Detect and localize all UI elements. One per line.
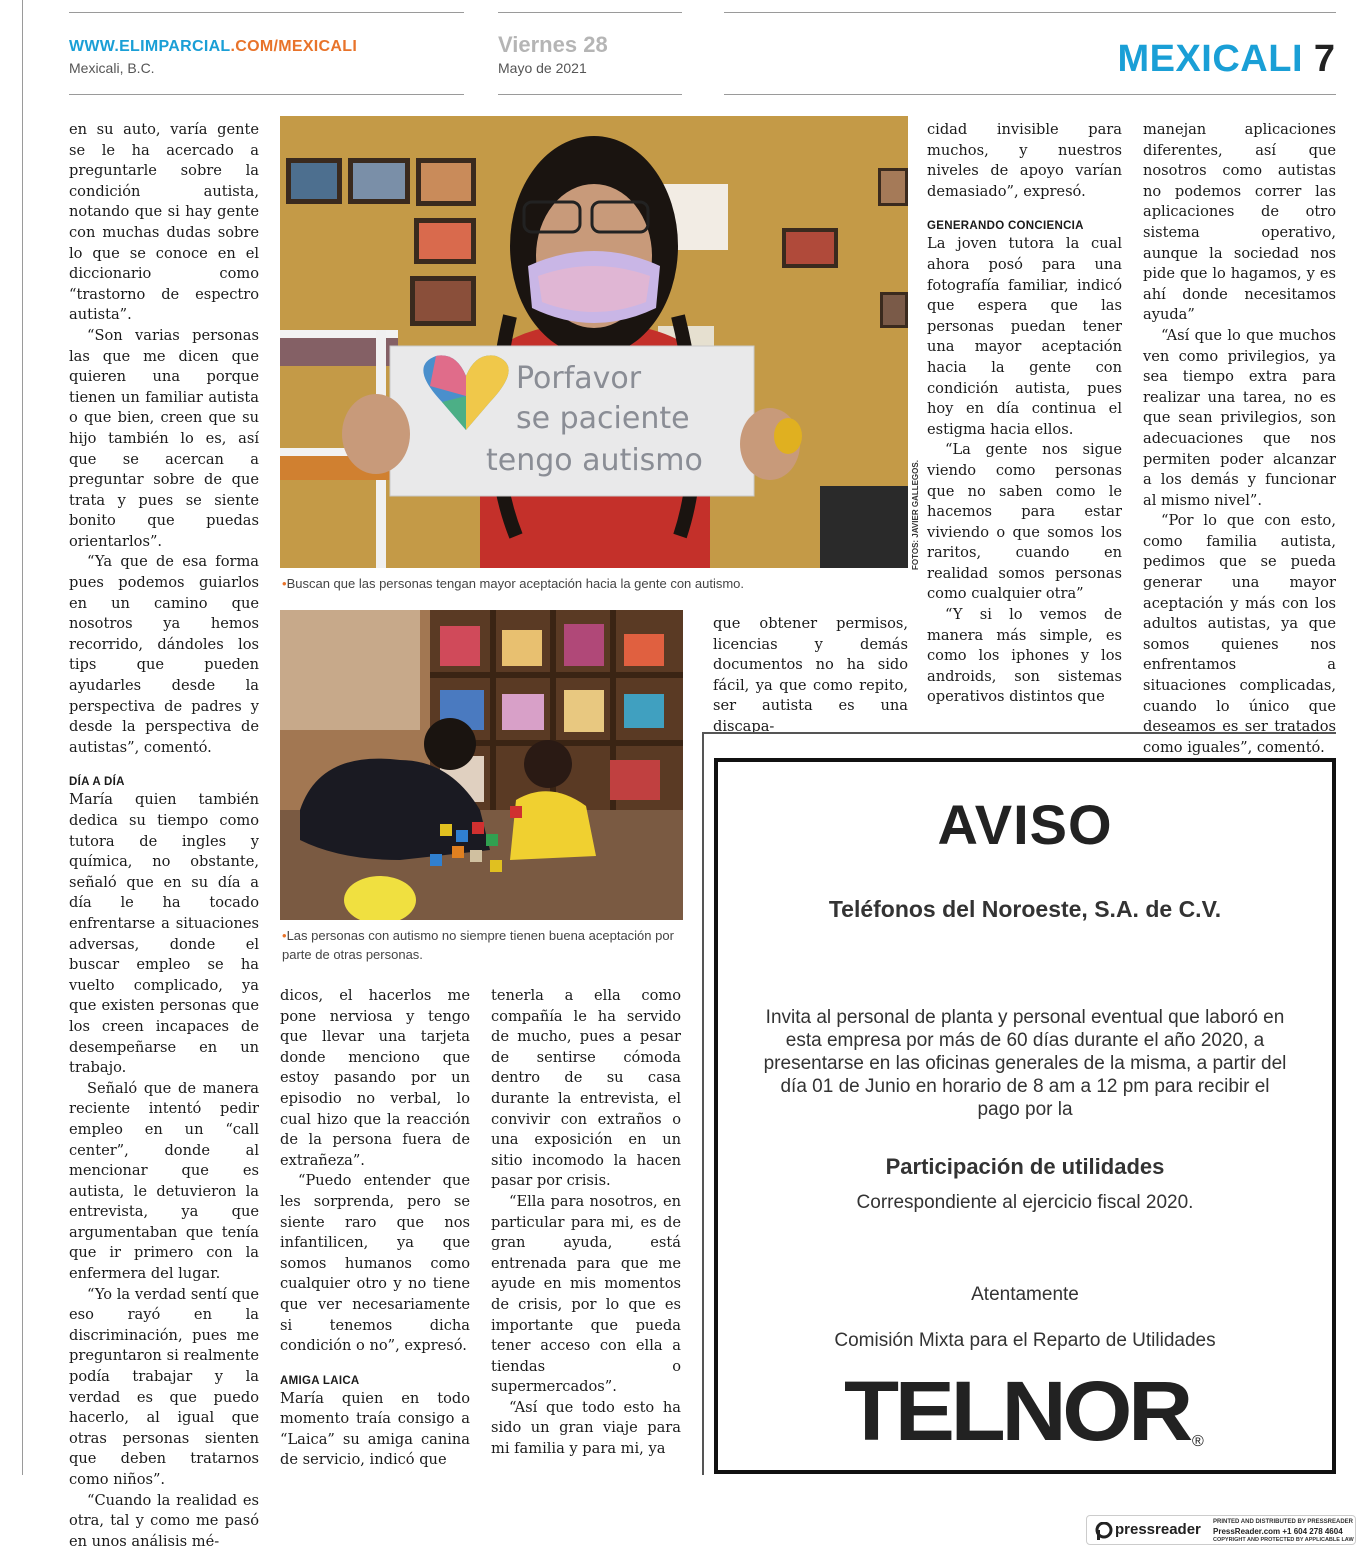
paragraph: manejan aplicaciones diferentes, así que nosotros como autistas no podemos correr las aplicaciones de otro sistema operativo, aunque la sociedad nos pide que lo hagamos, y es ahí donde necesitamos ayuda”	[1143, 121, 1336, 324]
photo-credit: FOTOS: JAVIER GALLEGOS.	[911, 460, 920, 570]
paragraph: tenerla a ella como compañía le ha servido de mucho, pues a pesar de sentirse cómoda dentro de su casa durante la entrevista, el convivir con extraños o una exposición en un sitio incomodo la hacen pasar por crisis.	[491, 987, 681, 1190]
registered-mark: ®	[1192, 1433, 1204, 1450]
site-url-domain: WWW.ELIMPARCIAL	[69, 38, 231, 55]
subheading-dia-a-dia: DÍA A DÍA	[69, 776, 125, 789]
header-rule-bottom-right	[724, 94, 1336, 95]
article-column-3	[491, 986, 681, 1460]
paragraph: “Puedo entender que les sorprenda, pero se siente raro que nos infantilicen, ya que somos humanos como cualquier otro y no tiene que ver necesariamente si tenemos dicha condición o no”, expresó.	[280, 1172, 470, 1355]
ad-subtitle-2: Correspondiente al ejercicio fiscal 2020.	[856, 1192, 1194, 1213]
pressreader-brand: pressreader	[1115, 1521, 1201, 1538]
secondary-photo	[280, 610, 683, 920]
paragraph: “Ya que de esa forma pues podemos guiarlos en un camino que nosotros ya hemos recorrido, dándoles los tips que pueden ayudarles desde la perspectiva de padres y desde la perspectiva de autistas”, comentó.	[69, 553, 259, 756]
paragraph: “Son varias personas las que me dicen que quieren una porque tienen un familiar autista o que bien, creen que su hijo también lo es, así que se acercan a preguntar sobre de que trata y pues se siente bonito que puedas orientarlos”.	[69, 326, 259, 550]
paragraph: en su auto, varía gente se le ha acercado a preguntarle sobre la condición autista, notando que si hay gente con muchas dudas sobre lo que se conoce en el diccionario como “trastorno de espectro autista”.	[69, 121, 259, 324]
left-margin-rule	[22, 0, 23, 1475]
sign-line-3: tengo autismo	[486, 443, 703, 478]
sign-line-1: Porfavor	[516, 361, 642, 396]
caption-2-text: Las personas con autismo no siempre tienen buena aceptación por parte de otras personas.	[282, 928, 674, 962]
ad-company: Teléfonos del Noroeste, S.A. de C.V.	[828, 896, 1222, 922]
main-photo-illustration	[280, 116, 908, 568]
pressreader-badge[interactable]	[1086, 1515, 1356, 1545]
header-rule-bottom-left	[69, 94, 464, 95]
caption-bullet: •	[282, 928, 287, 943]
paragraph: “Yo la verdad sentí que eso rayó en la discriminación, pues me preguntaron si realmente podía trabajar y la verdad es que puedo hacerlo, al igual que otras personas sienten que deben tratarnos como niños”.	[69, 1285, 259, 1488]
site-url-link[interactable]	[69, 38, 357, 56]
main-photo	[280, 116, 908, 568]
article-column-3b	[713, 614, 908, 738]
paragraph: “La gente nos sigue viendo como personas que no saben como le hacemos para estar viviendo o que somos los raritos, cuando en realidad somos personas como cualquier otra”	[927, 441, 1122, 603]
paragraph: “Así que lo que muchos ven como privilegios, ya sea tiempo extra para realizar una tarea, no es que sean privilegios, son adecuaciones que nos permiten poder alcanzar a los demás y funcionar al mismo nivel”.	[1143, 326, 1336, 509]
subheading-generando-conciencia: GENERANDO CONCIENCIA	[927, 220, 1084, 233]
header-rule-top-left	[69, 12, 464, 13]
header-city: Mexicali, B.C.	[69, 60, 155, 76]
article-column-5	[1143, 120, 1336, 758]
photo-caption-2	[282, 926, 682, 964]
paragraph: “Así que todo esto ha sido un gran viaje para mi familia y para mi, ya	[491, 1398, 681, 1458]
caption-bullet: •	[282, 576, 287, 591]
photo-caption-1	[282, 574, 902, 593]
paragraph: María quien también dedica su tiempo como tutora de ingles y química, no obstante, señaló que en su día a día le ha tocado enfrentarse a situaciones adversas, donde el buscar empleo se ha vuelto complicado, ya que existen personas que los creen incapaces de desempeñarse en un trabajo.	[69, 791, 259, 1077]
section-title: MEXICALI	[1117, 38, 1303, 80]
header-day: Viernes 28	[498, 32, 608, 57]
site-url-path: .COM/MEXICALI	[230, 38, 358, 55]
secondary-photo-illustration	[280, 610, 683, 920]
header-rule-top-mid	[498, 12, 682, 13]
article-column-4	[927, 120, 1122, 708]
article-column-2	[280, 986, 470, 1471]
paragraph: “Por lo que con esto, como familia autista, pedimos que se pueda generar una mayor aceptación y más con los adultos autistas, ya que somos quienes nos enfrentamos a situaciones complicadas, cuando lo único que deseamos es ser tratados como iguales”, comentó.	[1143, 512, 1336, 756]
paragraph: “Cuando la realidad es otra, tal y como me pasó en unos análisis mé-	[69, 1491, 259, 1550]
sign-line-2: se paciente	[516, 401, 690, 436]
subheading-amiga-laica: AMIGA LAICA	[280, 1374, 360, 1387]
caption-1-text: Buscan que las personas tengan mayor aceptación hacia la gente con autismo.	[286, 576, 745, 591]
footer-line-1: PRINTED AND DISTRIBUTED BY PRESSREADER	[1213, 1519, 1354, 1525]
paragraph: María quien en todo momento traía consigo a “Laica” su amiga canina de servicio, indicó que	[280, 1389, 470, 1469]
ad-title: AVISO	[937, 793, 1113, 856]
paragraph: dicos, el hacerlos me pone nerviosa y tengo que llevar una tarjeta donde menciono que estoy pasando por un episodio no verbal, lo cual hizo que la reacción de la persona fuera de extrañeza”.	[280, 987, 470, 1169]
advertisement-notice	[714, 758, 1336, 1474]
paragraph: La joven tutora la cual ahora posó para una fotografía familiar, indicó que espera que las personas puedan tener una mayor aceptación hacia la gente con condición autista, pues hoy en día continua el estigma hacia ellos.	[927, 235, 1122, 438]
telnor-logo-text: TELNOR	[844, 1368, 1192, 1450]
header-date: Mayo de 2021	[498, 60, 587, 76]
ad-body: Invita al personal de planta y personal eventual que laboró en esta empresa por más de 60 días durante el año 2020, a presentarse en las oficinas generales de la misma, a partir del día 01 de Junio en horario de 8 am a 12 pm para recibir el pago por la	[763, 1007, 1287, 1120]
ad-subtitle: Participación de utilidades	[885, 1154, 1165, 1179]
article-column-1	[69, 120, 259, 1552]
paragraph: “Ella para nosotros, en particular para mi, es de gran ayuda, está entrenada para que me ayude en mis momentos de crisis, por lo que es importante que pueda tener acceso con ella a tiendas o supermercados”.	[491, 1192, 681, 1396]
page-number: 7	[1313, 38, 1335, 80]
paragraph: cidad invisible para muchos, y nuestros niveles de apoyo varían demasiado”, expresó.	[927, 121, 1122, 200]
header-rule-top-right	[724, 12, 1336, 13]
paragraph: Señaló que de manera reciente intentó pedir empleo en un “call center”, donde al mencionar que es autista, le detuvieron la entrevista, ya que argumentaban que tenía que ir primero con la enfermera del lugar.	[69, 1079, 259, 1283]
ad-closing: Atentamente	[971, 1284, 1079, 1305]
header-rule-bottom-mid	[498, 94, 682, 95]
pressreader-icon	[1095, 1522, 1113, 1540]
ad-committee: Comisión Mixta para el Reparto de Utilidades	[834, 1330, 1216, 1351]
paragraph: “Y si lo vemos de manera más simple, es como los iphones y los androids, son sistemas operativos distintos que	[927, 606, 1122, 706]
footer-line-2: PressReader.com +1 604 278 4604	[1213, 1527, 1343, 1536]
paragraph: que obtener permisos, licencias y demás documentos no ha sido fácil, ya que como repito, ser autista es una discapa-	[713, 615, 908, 735]
footer-line-3: COPYRIGHT AND PROTECTED BY APPLICABLE LAW	[1213, 1537, 1354, 1543]
telnor-logo	[844, 1368, 1214, 1450]
